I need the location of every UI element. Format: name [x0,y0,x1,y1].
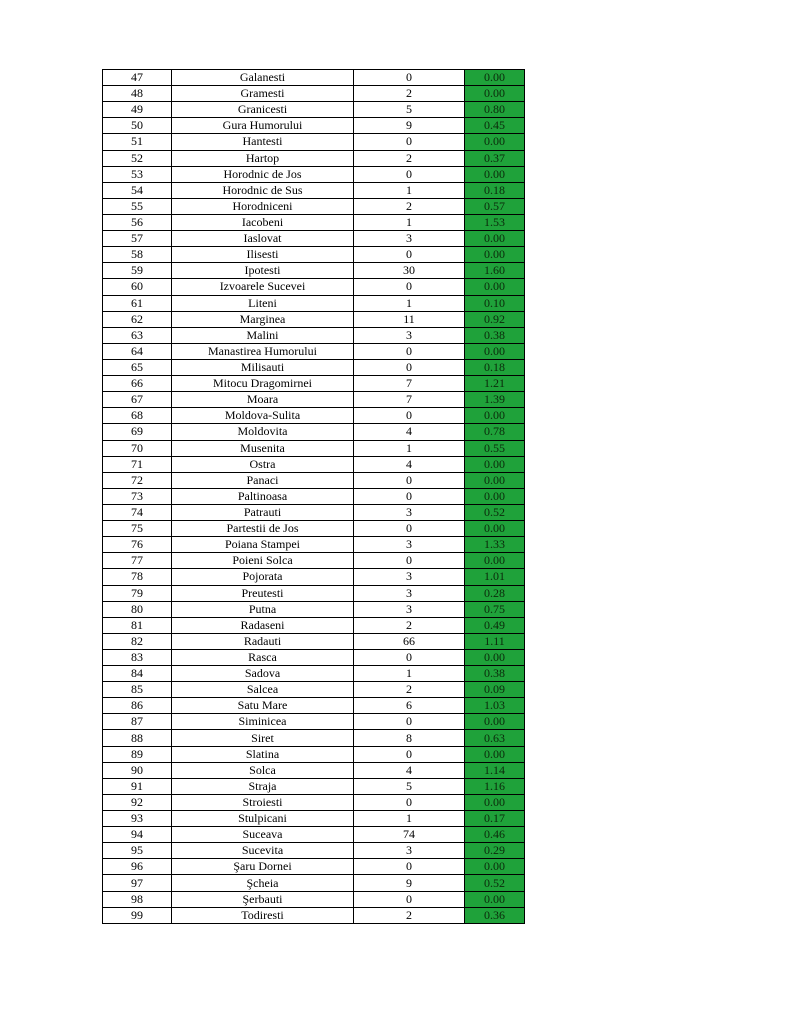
rate-cell: 0.00 [465,166,525,182]
table-row [103,440,525,456]
locality-name-cell: Ilisesti [172,247,354,263]
count-cell: 7 [354,392,465,408]
table-row [103,456,525,472]
count-cell: 2 [354,617,465,633]
data-table-container [102,69,525,924]
count-cell: 0 [354,472,465,488]
locality-name-cell: Suceava [172,827,354,843]
rate-cell: 0.36 [465,907,525,923]
row-number-cell: 61 [103,295,172,311]
row-number-cell: 65 [103,359,172,375]
rate-cell: 0.00 [465,134,525,150]
locality-name-cell: Sucevita [172,843,354,859]
count-cell: 3 [354,843,465,859]
rate-cell: 0.00 [465,231,525,247]
table-row [103,231,525,247]
row-number-cell: 53 [103,166,172,182]
count-cell: 1 [354,811,465,827]
locality-name-cell: Putna [172,601,354,617]
count-cell: 6 [354,698,465,714]
rate-cell: 1.53 [465,214,525,230]
table-row [103,488,525,504]
row-number-cell: 73 [103,488,172,504]
rate-cell: 1.21 [465,376,525,392]
table-row [103,746,525,762]
count-cell: 3 [354,537,465,553]
count-cell: 5 [354,778,465,794]
locality-name-cell: Iacobeni [172,214,354,230]
rate-cell: 0.00 [465,521,525,537]
count-cell: 0 [354,746,465,762]
row-number-cell: 49 [103,102,172,118]
table-row [103,891,525,907]
table-row [103,150,525,166]
rate-cell: 0.37 [465,150,525,166]
rate-cell: 0.52 [465,875,525,891]
table-row [103,730,525,746]
count-cell: 4 [354,424,465,440]
row-number-cell: 87 [103,714,172,730]
count-cell: 1 [354,440,465,456]
count-cell: 1 [354,295,465,311]
table-row [103,907,525,923]
rate-cell: 0.52 [465,504,525,520]
count-cell: 4 [354,456,465,472]
locality-name-cell: Todiresti [172,907,354,923]
locality-name-cell: Paltinoasa [172,488,354,504]
row-number-cell: 90 [103,762,172,778]
locality-name-cell: Hantesti [172,134,354,150]
row-number-cell: 97 [103,875,172,891]
table-row [103,295,525,311]
row-number-cell: 80 [103,601,172,617]
table-row [103,537,525,553]
table-row [103,70,525,86]
row-number-cell: 94 [103,827,172,843]
count-cell: 0 [354,714,465,730]
rate-cell: 1.33 [465,537,525,553]
row-number-cell: 88 [103,730,172,746]
rate-cell: 0.00 [465,891,525,907]
row-number-cell: 75 [103,521,172,537]
locality-name-cell: Milisauti [172,359,354,375]
row-number-cell: 67 [103,392,172,408]
rate-cell: 0.45 [465,118,525,134]
rate-cell: 0.00 [465,247,525,263]
locality-name-cell: Liteni [172,295,354,311]
rate-cell: 0.00 [465,70,525,86]
rate-cell: 0.10 [465,295,525,311]
count-cell: 0 [354,247,465,263]
locality-name-cell: Stulpicani [172,811,354,827]
row-number-cell: 77 [103,553,172,569]
table-row [103,86,525,102]
count-cell: 0 [354,70,465,86]
row-number-cell: 91 [103,778,172,794]
rate-cell: 1.14 [465,762,525,778]
table-row [103,811,525,827]
row-number-cell: 76 [103,537,172,553]
locality-name-cell: Pojorata [172,569,354,585]
rate-cell: 0.38 [465,666,525,682]
row-number-cell: 78 [103,569,172,585]
table-row [103,875,525,891]
locality-name-cell: Patrauti [172,504,354,520]
row-number-cell: 83 [103,649,172,665]
locality-name-cell: Horodnic de Sus [172,182,354,198]
table-row [103,553,525,569]
table-row [103,778,525,794]
count-cell: 1 [354,182,465,198]
table-row [103,327,525,343]
locality-name-cell: Slatina [172,746,354,762]
table-row [103,343,525,359]
count-cell: 8 [354,730,465,746]
table-row [103,617,525,633]
table-row [103,472,525,488]
rate-cell: 0.29 [465,843,525,859]
row-number-cell: 58 [103,247,172,263]
rate-cell: 0.17 [465,811,525,827]
locality-name-cell: Mitocu Dragomirnei [172,376,354,392]
locality-name-cell: Malini [172,327,354,343]
locality-name-cell: Granicesti [172,102,354,118]
row-number-cell: 57 [103,231,172,247]
row-number-cell: 81 [103,617,172,633]
table-row [103,521,525,537]
locality-name-cell: Straja [172,778,354,794]
count-cell: 3 [354,231,465,247]
row-number-cell: 52 [103,150,172,166]
row-number-cell: 47 [103,70,172,86]
locality-name-cell: Marginea [172,311,354,327]
locality-name-cell: Şerbauti [172,891,354,907]
table-row [103,585,525,601]
row-number-cell: 79 [103,585,172,601]
locality-name-cell: Poieni Solca [172,553,354,569]
locality-name-cell: Preutesti [172,585,354,601]
rate-cell: 1.01 [465,569,525,585]
rate-cell: 0.00 [465,86,525,102]
rate-cell: 0.63 [465,730,525,746]
table-row [103,392,525,408]
locality-name-cell: Moldova-Sulita [172,408,354,424]
table-row [103,827,525,843]
table-row [103,102,525,118]
locality-name-cell: Horodnic de Jos [172,166,354,182]
table-body [103,70,525,924]
count-cell: 1 [354,666,465,682]
rate-cell: 1.16 [465,778,525,794]
count-cell: 2 [354,86,465,102]
rate-cell: 0.46 [465,827,525,843]
locality-name-cell: Moara [172,392,354,408]
rate-cell: 0.00 [465,456,525,472]
count-cell: 5 [354,102,465,118]
count-cell: 3 [354,601,465,617]
row-number-cell: 64 [103,343,172,359]
rate-cell: 0.00 [465,746,525,762]
count-cell: 4 [354,762,465,778]
row-number-cell: 54 [103,182,172,198]
row-number-cell: 86 [103,698,172,714]
row-number-cell: 98 [103,891,172,907]
locality-name-cell: Siret [172,730,354,746]
rate-cell: 0.49 [465,617,525,633]
table-row [103,843,525,859]
locality-name-cell: Izvoarele Sucevei [172,279,354,295]
locality-name-cell: Poiana Stampei [172,537,354,553]
locality-name-cell: Moldovita [172,424,354,440]
row-number-cell: 48 [103,86,172,102]
count-cell: 11 [354,311,465,327]
locality-name-cell: Galanesti [172,70,354,86]
table-row [103,134,525,150]
row-number-cell: 82 [103,633,172,649]
row-number-cell: 50 [103,118,172,134]
count-cell: 0 [354,794,465,810]
row-number-cell: 66 [103,376,172,392]
table-row [103,247,525,263]
locality-name-cell: Horodniceni [172,198,354,214]
count-cell: 30 [354,263,465,279]
locality-name-cell: Ostra [172,456,354,472]
table-row [103,311,525,327]
rate-cell: 0.00 [465,408,525,424]
count-cell: 3 [354,327,465,343]
table-row [103,714,525,730]
locality-name-cell: Rasca [172,649,354,665]
locality-name-cell: Solca [172,762,354,778]
count-cell: 2 [354,150,465,166]
locality-name-cell: Ipotesti [172,263,354,279]
count-cell: 0 [354,134,465,150]
rate-cell: 1.39 [465,392,525,408]
row-number-cell: 93 [103,811,172,827]
localities-table [102,69,525,924]
row-number-cell: 85 [103,682,172,698]
locality-name-cell: Şaru Dornei [172,859,354,875]
locality-name-cell: Partestii de Jos [172,521,354,537]
row-number-cell: 55 [103,198,172,214]
locality-name-cell: Şcheia [172,875,354,891]
row-number-cell: 89 [103,746,172,762]
table-row [103,633,525,649]
table-row [103,504,525,520]
row-number-cell: 74 [103,504,172,520]
row-number-cell: 71 [103,456,172,472]
count-cell: 0 [354,166,465,182]
row-number-cell: 51 [103,134,172,150]
table-row [103,424,525,440]
table-row [103,263,525,279]
row-number-cell: 63 [103,327,172,343]
row-number-cell: 59 [103,263,172,279]
locality-name-cell: Siminicea [172,714,354,730]
locality-name-cell: Gura Humorului [172,118,354,134]
row-number-cell: 69 [103,424,172,440]
table-row [103,376,525,392]
count-cell: 74 [354,827,465,843]
locality-name-cell: Radaseni [172,617,354,633]
count-cell: 3 [354,504,465,520]
table-row [103,698,525,714]
table-row [103,118,525,134]
rate-cell: 0.00 [465,279,525,295]
rate-cell: 0.00 [465,649,525,665]
table-row [103,359,525,375]
rate-cell: 0.80 [465,102,525,118]
locality-name-cell: Manastirea Humorului [172,343,354,359]
table-row [103,279,525,295]
table-row [103,182,525,198]
count-cell: 0 [354,649,465,665]
row-number-cell: 68 [103,408,172,424]
count-cell: 0 [354,408,465,424]
count-cell: 9 [354,875,465,891]
locality-name-cell: Panaci [172,472,354,488]
locality-name-cell: Stroiesti [172,794,354,810]
count-cell: 0 [354,343,465,359]
table-row [103,666,525,682]
count-cell: 0 [354,279,465,295]
table-row [103,569,525,585]
rate-cell: 0.75 [465,601,525,617]
row-number-cell: 99 [103,907,172,923]
table-row [103,649,525,665]
count-cell: 3 [354,585,465,601]
count-cell: 7 [354,376,465,392]
rate-cell: 0.18 [465,359,525,375]
count-cell: 3 [354,569,465,585]
rate-cell: 0.57 [465,198,525,214]
table-row [103,198,525,214]
rate-cell: 0.78 [465,424,525,440]
table-row [103,762,525,778]
count-cell: 0 [354,359,465,375]
locality-name-cell: Satu Mare [172,698,354,714]
count-cell: 2 [354,198,465,214]
locality-name-cell: Musenita [172,440,354,456]
locality-name-cell: Iaslovat [172,231,354,247]
row-number-cell: 84 [103,666,172,682]
rate-cell: 0.00 [465,472,525,488]
count-cell: 9 [354,118,465,134]
rate-cell: 1.60 [465,263,525,279]
table-row [103,408,525,424]
rate-cell: 0.00 [465,714,525,730]
rate-cell: 0.00 [465,553,525,569]
table-row [103,214,525,230]
table-row [103,794,525,810]
rate-cell: 0.55 [465,440,525,456]
locality-name-cell: Salcea [172,682,354,698]
count-cell: 0 [354,891,465,907]
count-cell: 2 [354,907,465,923]
rate-cell: 0.38 [465,327,525,343]
row-number-cell: 56 [103,214,172,230]
table-row [103,682,525,698]
rate-cell: 1.03 [465,698,525,714]
rate-cell: 0.28 [465,585,525,601]
count-cell: 2 [354,682,465,698]
count-cell: 0 [354,488,465,504]
row-number-cell: 72 [103,472,172,488]
row-number-cell: 62 [103,311,172,327]
rate-cell: 0.00 [465,343,525,359]
rate-cell: 0.18 [465,182,525,198]
rate-cell: 0.92 [465,311,525,327]
count-cell: 0 [354,521,465,537]
rate-cell: 0.00 [465,794,525,810]
row-number-cell: 70 [103,440,172,456]
count-cell: 66 [354,633,465,649]
row-number-cell: 92 [103,794,172,810]
table-row [103,166,525,182]
rate-cell: 1.11 [465,633,525,649]
rate-cell: 0.00 [465,488,525,504]
locality-name-cell: Sadova [172,666,354,682]
count-cell: 1 [354,214,465,230]
locality-name-cell: Radauti [172,633,354,649]
table-row [103,601,525,617]
row-number-cell: 95 [103,843,172,859]
count-cell: 0 [354,553,465,569]
rate-cell: 0.09 [465,682,525,698]
rate-cell: 0.00 [465,859,525,875]
row-number-cell: 96 [103,859,172,875]
locality-name-cell: Hartop [172,150,354,166]
table-row [103,859,525,875]
row-number-cell: 60 [103,279,172,295]
count-cell: 0 [354,859,465,875]
locality-name-cell: Gramesti [172,86,354,102]
